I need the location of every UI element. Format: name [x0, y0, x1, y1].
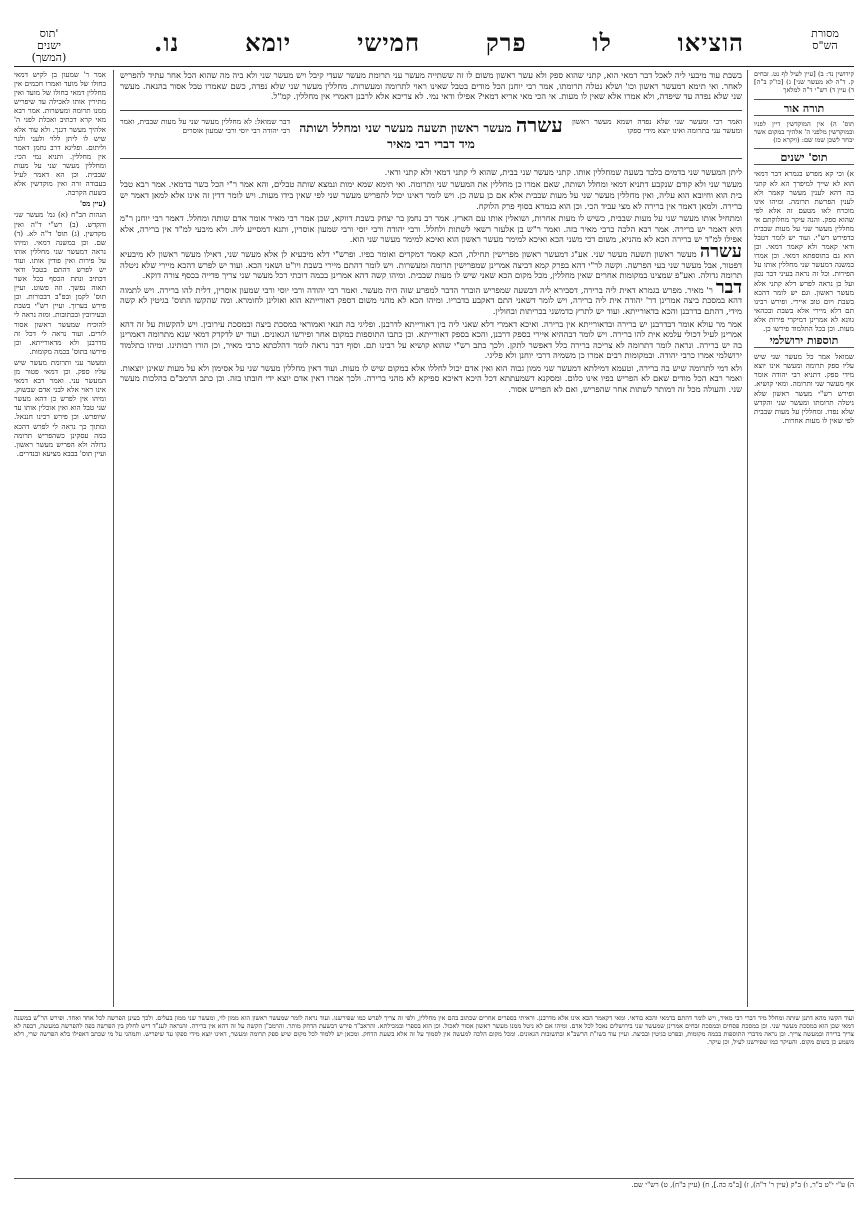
para-3-text: מעשר ראשון תשעה מעשר שני. אע"ג דמעשר ראשון מפרישין תחילה, הכא קאמר דמקדים ואומר בפיו. ופרש"י דלא מיבעיא לן אלא מעשר שני, דאילו מעשר ראשון לא מיבעיא דפטור, אבל מעשר שני בעי הפרשה. וקשה לר"י דהא בפרק קמא דביצה אמרינן שמפרישין תרומה ומעשרות. ויש לומר דהתם מיירי בשבת ויו"ט ושאני הכא. ועוד יש לפרש דהכא מיירי שלא ניטלה תרומה גדולה. ואע"פ שמצינו במקומות אחרים שאין מחללין, מכל מקום הכא שאני שיש לו מעות שבבית. ומיהו קשה דהא אמרינן בכמה דוכתי דכל מעשר שני צריך פדייה בכסף צורה דוקא. [120, 248, 742, 281]
left-margin-column [14, 70, 106, 1142]
tosafot-label: תוס' [39, 27, 59, 40]
running-header [14, 28, 854, 64]
continuation-label: (המשך) [31, 51, 67, 64]
mishnah-side-right: ואמר רבי ומעשר שני שלא נפדה ושמא מעשר ראשון ומעשר עני בתרומה ואינו יוצא מידי ספקו [572, 116, 742, 135]
mishnah-lead-word: עשרה [515, 112, 563, 137]
gemara-para-2: ומתחיל אותו מעשר שני על מעות שבבית, כשיש לו מעות אחרות, ושואלין אותו עם הארץ. אמר רב נחמן בר יצחק בשבת דווקא, שכן אמר רבי מאיר אומר אדם שותה ומחלל. דאמר רבי יוחנן ר"מ היא דאמר יש ברירה. אמר רבא הלכה כרבי מאיר בזה. ואמר ר"ש בן אלעזר רשאי לשתות ולחלל. ורבי יהודה ורבי יוסי ורבי שמעון אוסרין, ותנא דמסייע ליה. ולא מיבעי למ"ד אין ברירה, אלא אפילו למ"ד יש ברירה הכא לא מהניא, משום דכי משני הכא ואיכא למימר מעשר ראשון הוא ואיכא למימר מעשר שני הוא. [120, 213, 742, 245]
tosafot-yerushalmi-text: שמואל אמר כל מעשר שני שיש עליו ספק תרומה ומעשר אינו יוצא מידי ספק. דתניא רבי יהודה אומר אף מעשר שני ותרומה. ומאי קושיא. ופירש רש"י מעשר ראשון שלא ניטלה תרומתו ומעשר שני והקדש שלא נפדו. ומחללין על מעות שבבית לפי שאין לו מעות אחרות. [754, 352, 854, 425]
left-column-divider [113, 70, 114, 1007]
header-rule [14, 66, 854, 67]
masoret-notes: קידושין נד: ב) [עיין לעיל לף נט. זבחים ק. ד"ה לא מעשר שני] ג) [כו"ק ב"ה] ד) עיין ד) רש"י ד"ה למלאך [754, 70, 854, 100]
title-word-3: פרק [485, 28, 527, 57]
hashas-label: הש"ס [812, 39, 838, 52]
mishnah-core [298, 112, 564, 152]
bottom-commentary [14, 1010, 854, 1175]
tosafot-yeshanim-text: א) וכי קא מפרש בגמרא דבר דמאי הוא לא שייך למיפרך הא לא קתני בה דהא לענין מעשר קאמר ולא לענין הפרשת תרומה. ומיהו אינו מוכרח לאו מטעם זה אלא לפי שהוא ספק. והנה עיקר מחלוקתם אי מחללין מעשר שני על מעות שבבית כדפירש רש"י. ועוד יש לומר דטבל ודאי קאמר ולא קאמר דמאי. וכן הוא גם בתוספתא דמאי. וכן אמרו במשנה דמעשר שני מחללין אותו על הפירות. וכל זה נראה בעיני דבר נכון ועל כן נראה לפרש דלא קתני אלא מעשר ראשון. וגם יש לומר דהכא בשבת ויום טוב איירי. ופירש רבינו תם דלא מיירי אלא בשבת ובכהאי גוונא לא אמרינן דמיקרי פירות אלא מעות. וכן בכל התלמוד פירשו כן. [754, 169, 854, 333]
title-word-2: לו [592, 28, 612, 57]
tosafot-yeshanim-label [14, 28, 84, 64]
right-column-divider [747, 70, 748, 1007]
title-word-6: נו. [154, 28, 180, 57]
para-4-lead: דבר [715, 276, 742, 298]
left-note-title: (עיין מס' [79, 199, 106, 209]
tosafot-yeshanim-title: תוס' ישנים [754, 153, 854, 165]
right-margin-column [754, 70, 854, 1142]
title-word-4: חמישי [357, 28, 421, 57]
title-word-5: יומא [245, 28, 292, 57]
para-4-text: ר' מאיר. מפרש בגמרא דאית ליה ברירה, דסבירא ליה דבשעה שמפריש הוברר הדבר למפרע שזה היה מעשר. ואמר רבי יהודה ורבי יוסי ורבי שמעון אוסרין, דלית להו ברירה. ויש לתמוה דהא במסכת ביצה אמרינן דר' יהודה אית ליה ברירה, ויש לומר דשאני התם דאקבע בדבריו. ומיהו הכא לא מהני משום דספק דאורייתא הוא ואזלינן לחומרא. ומה שהקשו התוס' בגיטין לא קשה מידי, דהתם בדרבנן והכא בדאורייתא. ועוד יש לתרץ כדמשני בכריתות ובחולין. [120, 284, 742, 316]
yeshanim-label: ישנים [37, 39, 61, 52]
mishnah-box [120, 110, 742, 159]
title-word-1: הוציאו [677, 28, 744, 57]
left-text-3: ומעשר עני ותרומת מעשר שיש עליו ספק. וכן דמאי פטור מן המעשר עני. ואמר רבא דמאי אינו ראוי אלא לבני אדם שבשוק. ומיהו אין לפרש כן דהא מעשר שני טבל הוא ואין אוכלין אותו עד שיופרש. וכן פירש רבינו חננאל. ומתוך כך נראה לי לפרש דהכא במה עסקינן כשהפריש תרומה גדולה ולא הפריש מעשר ראשון. ועיין תוס' בבבא מציעא ובנדרים. [14, 357, 106, 458]
mishnah-core-text: מעשר ראשון תשעה מעשר שני ומחלל ושותה מיד דברי רבי מאיר [299, 120, 512, 151]
para-3-lead: עשרה [699, 240, 742, 262]
gemara-sub: ליתן המעשר שני בדמים בלבד בשעה שמחללין אותו. קתני מעשר שני בבית, שהוא לי קתני דמאי ולא קתני ודאי. [384, 166, 742, 177]
tosafot-para-6: ולא דמי לתרומה שיש בה ברירה, וטעמא דמילתא דמעשר שני ממון גבוה הוא ואין אדם יכול לחללו אלא במקום שיש לו מעות. ועוד דאין מחללין מעשר שני על אסימון ולא על מעות שאינן יוצאות. ואמר רבא הכל מודים שאם לא הפריש בפיו אינו כלום. ומסקנא דשמעתתא דכל היכא דאיכא ספיקא לא מהני ברירה. ולכך אמרו דאין אדם יוצא ידי חובתו בזה. וכן כתב הרמב"ם בהלכות מעשר שני. והעולה מכל זה דמותר לשתות אחר שהפריש, ואם לא הפריש אסור. [120, 362, 742, 395]
torah-or-title: תורה אור [754, 104, 854, 116]
left-text-1: אמר ר' שמעון בן לקיש דמאי בחולו של מועד ואמרו חכמים אין מחללין דמאי בחולו של מועד ואין מתירין אותו לאכילה עד שיפריש ממנו תרומה ומעשרות. אמר רבא מאי קרא דכתיב ואכלת לפני ה' אלהיך מעשר דגנך. ולא עוד אלא שיש לו ליתן ללוי ולעני ולגר וליתום. ופליגא דרב נחמן דאמר אין מחללין. ותניא נמי הכי: ומחללין מעשר שני על מעות שבבית. וכן הא דאמר לעיל בעבודה זרה ואין מוקדשין אלא בשעת הקרבה. [14, 70, 106, 198]
left-text-2: הגהות הב"ח (א) גמ' מעשר שני והקדש. (ב) רש"י ד"ה ואין מקדשין. (ג) תוס' ד"ה לא. (ד) שם. וכן במשנה דמאי. ומיהו נראה דמעשר שני מחללין אותו על פירות ואין פודין אותו. ועוד יש לפרש דהתם בטבל ודאי דכתיב ונתת הכסף בכל אשר תאוה נפשך. וזה פשוט. ועיין תוס' לקמן ובפ"ב דבכורות. וכן פירש בערוך. ועיין רש"י בשבת ובעירובין ובכתובות. ומזה נראה לי להוכיח שמעשר ראשון אסור לזרים. ועוד נראה לי דכל זה מדרבנן ולא מדאורייתא. וכן פירשו בתוס' בכמה מקומות. [14, 210, 106, 356]
torah-or-text: תוס' ה) אין המוקדשין דיין לפניו ובמוקדשין מלפני ה' אלהיך במקום אשר יבחר לשכן שמו שם: (ויקרא כז) [754, 120, 854, 150]
page-title [154, 28, 744, 58]
masoret-hashas-label [796, 28, 854, 52]
tosafot-para-3 [120, 240, 742, 281]
tosafot-para-5: אמר מר עולא אומר דבדרבנן יש ברירה ובדאורייתא אין ברירה. ואיכא דאמרי דלא שאני ליה בין דאורייתא לדרבנן. ופליגי בה תנאי ואמוראי במסכת ביצה ובמסכת עירובין. ויש להקשות על זה דהא אמרינן לעיל דכולי עלמא אית להו ברירה. ויש לומר דבההיא איירי בספק דרבנן, והכא בספק דאורייתא. וכן כתבו התוספות במקום אחר ופירשו הגאונים. ועוד יש לדקדק דמאי שנא מתרומה דאמרינן בה יש ברירה. ונראה לומר דתרומה לא צריכה ברירה כלל דאפשר לתקן. ולכך כתב רש"י שהוא קושיא על רבינו תם. וסוף דבר נראה לומר דהלכתא כרבי מאיר, וכן הורו רבותינו. ומיהו בתלמוד ירושלמי אמרו כרבי יהודה. ובמקומות רבים אמרו כן משמיה דרבי יוחנן ולא פליגי. [120, 318, 742, 361]
masoret-label: מסורת [811, 27, 839, 40]
tosafot-yerushalmi-title: תוספות ירושלמי [754, 336, 854, 348]
mishnah-side-left: דבר שמואל: לא מחללין מעשר שני על מעות שבבית, ואמר רבי יהודה רבי יוסי ורבי שמעון אוסרים [120, 116, 290, 135]
tosafot-para-4 [120, 276, 742, 317]
gemara-top: בשבת עוד מיבעי ליה לאכל דבר דמאי הוא, קתני שהוא ספק ולא עשר ראשון משום לו זה ששתייה מעשר עני תרומת מעשר שעדי קיבל ויש מעשר שני ולא ביה מה שהוא הכל אחר עתיד להפריש לאחר. ואי תימא דמעשר ראשון וכו' ושלא נטלה תרומתו, אמר רבי יוחנן הכל מודים בטבל שאינו ראוי לתרומה ומעשרות. מחללין מעשר שני שלא נפדה, כשם שאמרו טבל אסור בהנאה. מעשר שני שלא נפדה עד שיפדה, ולא אמרו אלא שאין לו מעות. אי הכי מאי אריא דמאי? אפילו ודאי נמי. לא צריכא אלא לרבנן דאמרי אין מחללין. קמ"ל. [120, 70, 742, 102]
main-text-block [120, 70, 742, 1008]
footer-notes [14, 1178, 854, 1193]
bottom-commentary-text: ועוד הקשו מהא דתנן שותה ומחלל מיד דברי רבי מאיר, ויש לומר דהתם בדמאי והכא בודאי. ומאי דקאמר הכא אינו אלא מדרבנן. וראיתי בספרים אחרים שכתוב בהם אין מחללין, ולפי זה צריך לפרש כמו שפירשנו. ועוד נראה לומר שמעשר ראשון הוא ממון לוי, ומעשר שני ממון בעלים. ולכך בעינן הפרשה לכל אחד ואחד. ופירש הר"ש במשנה דמאי שכן הוא במסכת מעשר שני. וכן במסכת פסחים ובמסכת זבחים אמרינן שמעשר שני בירושלים נאכל לכל אדם. ומיהו אם לא ניטל ממנו מעשר ראשון אסור לאכול. וכן הוא בספרי ובמכילתא. והראב"ד פירש דבשעת הדחק מותר. והרמב"ן הקשה על זה דהא אין ברירה. והנראה לענ"ד דיש לחלק בין הפרשה בפה להפרשה במעשה, דבפה לא צריך ברירה ובמעשה צריך. וכן נראה מדברי התוספות בכמה מקומות, ובפרט בגיטין ובביצה. ועיין עוד בשו"ת הרשב"א ובתשובות הגאונים. ומכל מקום הלכה למעשה אין לסמוך על זה אלא בשעת הדחק. ומכאן יש ללמוד לכל מקום שיש ספק תרומה ומעשר, דאינו יוצא מידי ספקו עד שיפריש. ותמהני על מי שכתב דאפילו בלא הפרשה שרי, דלא משמע כן בשום מקום. והעיקר כמו שפירשנו לעיל, וכן עיקר. [14, 1014, 854, 1046]
gemara-para-1: מעשר שני ולא קודם שנקבע דתניא דמאי ומחלל ושותה, שאם אמרו כן מחללין את המעשר שני ותרומה. ואי תימא שמא ימות ונמצא שותה טבלים, והא אמר ר"י הכל כשר בדמאי. אמר רבא טבל בית הוא וחיובא הוא עליה, ואין מחללין מעשר שני על מעות שבבית אלא אם כן עשה כן. ויש לומר דאינו יכול להפריש מעשר שני לפי שאין בידו מעות. ויש לומר דדין זה אינו אלא למאן דאמר יש ברירה. ולמאן דאמר אין ברירה לא מצי עביד הכי. וכן הוא בגמרא בסוף פרק הלוקח. [120, 179, 742, 211]
footer-text: ה) ע"י י"ט ב"ר, ו) ב"ק (עיין ר' ד"ה), ז) [ב"מ כה.], ח) (עיין ב"ח), ט) רש"י שם. [631, 1181, 854, 1189]
